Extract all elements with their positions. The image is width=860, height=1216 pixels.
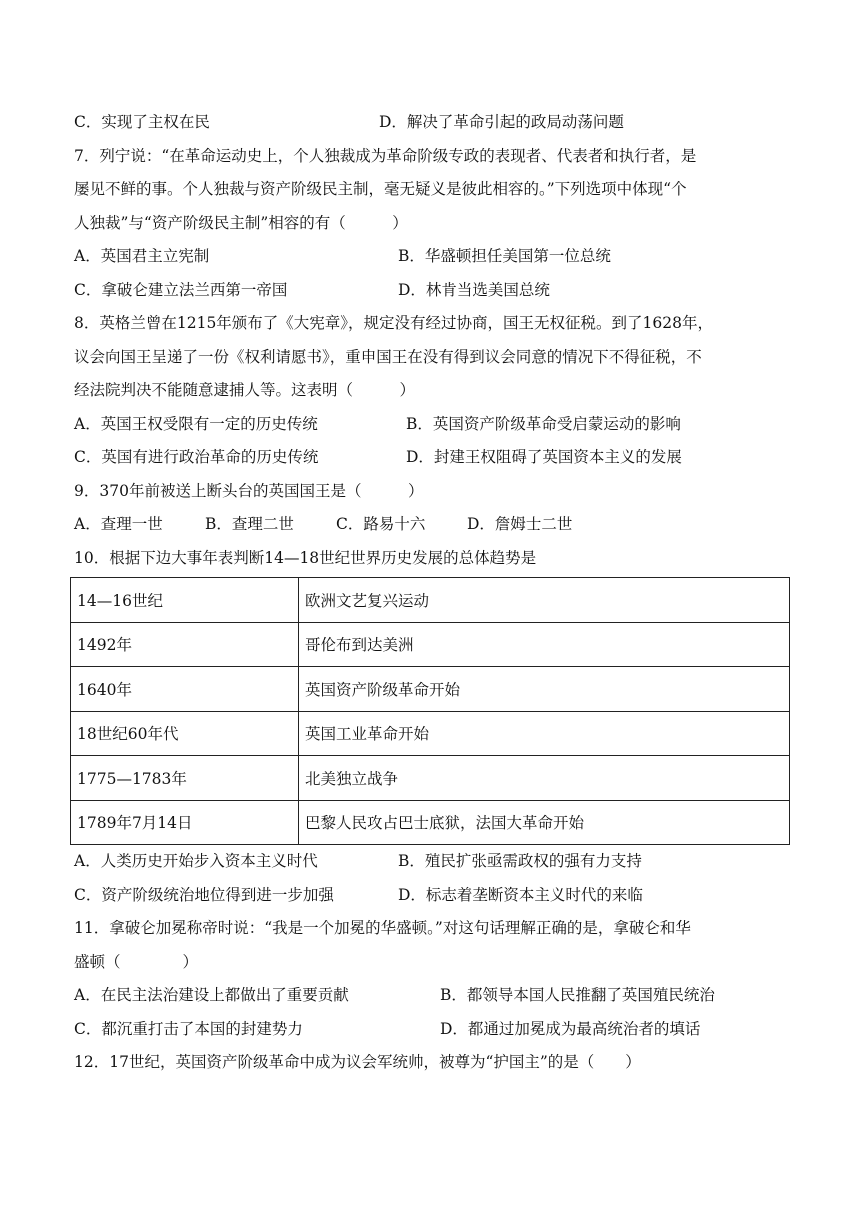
option-b: B．都领导本国人民推翻了英国殖民统治	[440, 986, 715, 1004]
table-cell-event: 北美独立战争	[299, 756, 790, 801]
table-cell-event: 英国资产阶级革命开始	[299, 667, 790, 712]
question-11-options-row	[74, 979, 794, 1013]
table-row	[71, 667, 790, 712]
option-a: A．英国君主立宪制	[74, 247, 210, 265]
table-row	[71, 622, 790, 667]
table-cell-time: 1492年	[71, 622, 299, 667]
option-d: D．解决了革命引起的政局动荡问题	[379, 113, 624, 131]
question-12-stem: 12．17世纪，英国资产阶级革命中成为议会军统帅，被尊为“护国主”的是（ ）	[74, 1053, 641, 1071]
question-8-options-row	[74, 441, 794, 475]
option-b: B．殖民扩张亟需政权的强有力支持	[398, 852, 642, 870]
table-cell-time: 1640年	[71, 667, 299, 712]
exam-page	[74, 106, 794, 1080]
option-d: D．都通过加冕成为最高统治者的填话	[440, 1019, 701, 1038]
question-10-options-row	[74, 845, 794, 879]
question-8-stem: 议会向国王呈递了一份《权利请愿书》，重申国王在没有得到议会同意的情况下不得征税，不	[74, 347, 702, 366]
table-cell-time: 14—16世纪	[71, 578, 299, 623]
table-cell-time: 1789年7月14日	[71, 800, 299, 845]
table-cell-event: 英国工业革命开始	[299, 711, 790, 756]
question-7-stem: 屡见不鲜的事。个人独裁与资产阶级民主制，毫无疑义是彼此相容的。”下列选项中体现“个	[74, 180, 687, 198]
option-a: A．人类历史开始步入资本主义时代	[74, 852, 318, 870]
question-7-options-row	[74, 274, 794, 308]
option-d: D．封建王权阻碍了英国资本主义的发展	[406, 448, 682, 466]
option-c: C．实现了主权在民	[74, 113, 210, 131]
question-7-stem: 人独裁”与“资产阶级民主制”相容的有（ ）	[74, 213, 408, 232]
question-6-options-row	[74, 106, 794, 140]
question-9-options-row	[74, 508, 794, 542]
option-c: C．资产阶级统治地位得到进一步加强	[74, 885, 334, 904]
option-a: A．查理一世	[74, 515, 163, 533]
option-b: B．英国资产阶级革命受启蒙运动的影响	[406, 414, 681, 433]
option-c: C．拿破仑建立法兰西第一帝国	[74, 280, 288, 299]
option-a: A．英国王权受限有一定的历史传统	[74, 414, 318, 433]
table-cell-event: 哥伦布到达美洲	[299, 622, 790, 667]
chronology-table	[70, 577, 790, 845]
question-11-options-row	[74, 1013, 794, 1047]
table-cell-time: 18世纪60年代	[71, 711, 299, 756]
option-c: C．英国有进行政治革命的历史传统	[74, 448, 319, 466]
option-b: B．华盛顿担任美国第一位总统	[398, 247, 611, 265]
question-7-options-row	[74, 240, 794, 274]
table-cell-event: 欧洲文艺复兴运动	[299, 578, 790, 623]
table-row	[71, 756, 790, 801]
option-b: B．查理二世	[205, 515, 294, 533]
question-8-stem: 8．英格兰曾在1215年颁布了《大宪章》，规定没有经过协商，国王无权征税。到了1628年，	[74, 314, 714, 332]
question-10-stem: 10．根据下边大事年表判断14—18世纪世界历史发展的总体趋势是	[74, 548, 537, 567]
option-d: D．林肯当选美国总统	[398, 280, 550, 299]
question-9-stem: 9．370年前被送上断头台的英国国王是（ ）	[74, 481, 424, 500]
table-row	[71, 711, 790, 756]
option-a: A．在民主法治建设上都做出了重要贡献	[74, 986, 349, 1004]
question-10-options-row	[74, 879, 794, 913]
option-d: D．标志着垄断资本主义时代的来临	[398, 885, 643, 904]
option-c: C．路易十六	[336, 515, 426, 533]
question-7-stem: 7．列宁说：“在革命运动史上，个人独裁成为革命阶级专政的表现者、代表者和执行者，是	[74, 146, 697, 165]
table-row	[71, 800, 790, 845]
question-11-stem: 11．拿破仑加冕称帝时说：“我是一个加冕的华盛顿。”对这句话理解正确的是，拿破仑和华	[74, 919, 691, 937]
question-8-options-row	[74, 408, 794, 442]
table-row	[71, 578, 790, 623]
table-cell-event: 巴黎人民攻占巴士底狱，法国大革命开始	[299, 800, 790, 845]
option-d: D．詹姆士二世	[467, 515, 573, 533]
question-11-stem: 盛顿（ ）	[74, 952, 199, 971]
question-8-stem: 经法院判决不能随意逮捕人等。这表明（ ）	[74, 381, 416, 399]
table-cell-time: 1775—1783年	[71, 756, 299, 801]
option-c: C．都沉重打击了本国的封建势力	[74, 1019, 303, 1038]
